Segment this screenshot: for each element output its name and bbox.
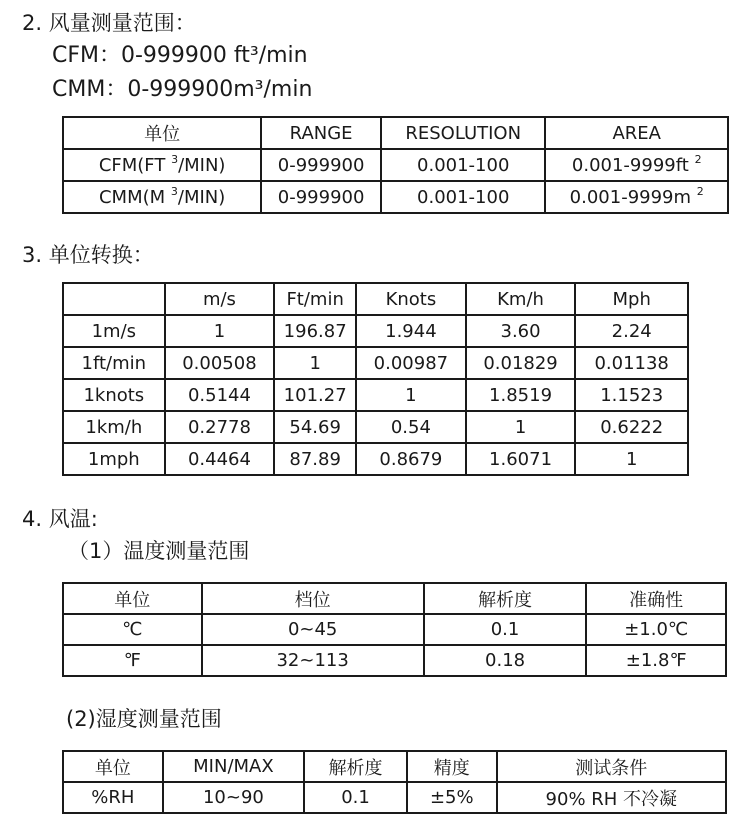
conv-header: Mph <box>575 283 688 315</box>
hum-header-unit: 单位 <box>63 751 163 782</box>
hum-header-conditions: 测试条件 <box>497 751 726 782</box>
conv-cell: 54.69 <box>274 411 356 443</box>
conv-row-label: 1ft/min <box>63 347 165 379</box>
hum-header-precision: 精度 <box>407 751 497 782</box>
conv-cell: 1.6071 <box>466 443 576 475</box>
hum-cell: ±5% <box>407 782 497 813</box>
header-resolution: RESOLUTION <box>381 117 546 149</box>
conv-cell: 1.8519 <box>466 379 576 411</box>
temp-header-resolution: 解析度 <box>424 583 587 614</box>
temp-cell: 32~113 <box>202 645 424 676</box>
temp-cell: ℃ <box>63 614 202 645</box>
cmm-range-line: CMM：0-999900m³/min <box>52 77 313 102</box>
header-range: RANGE <box>261 117 381 149</box>
hum-cell: 10~90 <box>163 782 305 813</box>
section-4-title: 4. 风温: <box>22 507 98 531</box>
conv-cell: 0.00508 <box>165 347 275 379</box>
temp-header-accuracy: 准确性 <box>586 583 726 614</box>
conv-header: m/s <box>165 283 275 315</box>
conv-header-blank <box>63 283 165 315</box>
temp-cell: 0.18 <box>424 645 587 676</box>
humidity-range-subtitle: (2)湿度测量范围 <box>66 707 222 731</box>
temperature-table <box>62 582 727 677</box>
conv-cell: 0.00987 <box>356 347 466 379</box>
conv-cell: 0.01829 <box>466 347 576 379</box>
row-cfm-unit: CFM(FT $^3$/MIN) <box>63 149 261 181</box>
conv-row-label: 1m/s <box>63 315 165 347</box>
temp-cell: 0.1 <box>424 614 587 645</box>
row-cmm-resolution: 0.001-100 <box>381 181 546 213</box>
conv-row-label: 1knots <box>63 379 165 411</box>
conv-cell: 1 <box>575 443 688 475</box>
temp-cell: 0~45 <box>202 614 424 645</box>
temp-header-unit: 单位 <box>63 583 202 614</box>
conv-cell: 101.27 <box>274 379 356 411</box>
conv-cell: 0.4464 <box>165 443 275 475</box>
row-cmm-unit: CMM(M $^3$/MIN) <box>63 181 261 213</box>
temperature-range-subtitle: （1）温度测量范围 <box>68 539 250 563</box>
row-cmm-range: 0-999900 <box>261 181 381 213</box>
section-2-title: 2. 风量测量范围： <box>22 11 196 35</box>
header-area: AREA <box>545 117 728 149</box>
conv-cell: 87.89 <box>274 443 356 475</box>
cfm-range-line: CFM：0-999900 ft³/min <box>52 43 308 68</box>
conv-header: Km/h <box>466 283 576 315</box>
conv-cell: 1 <box>356 379 466 411</box>
unit-conversion-table <box>62 282 689 476</box>
conv-header: Ft/min <box>274 283 356 315</box>
conv-row-label: 1km/h <box>63 411 165 443</box>
row-cfm-resolution: 0.001-100 <box>381 149 546 181</box>
conv-cell: 196.87 <box>274 315 356 347</box>
hum-header-resolution: 解析度 <box>304 751 407 782</box>
temp-cell: ℉ <box>63 645 202 676</box>
hum-cell: 0.1 <box>304 782 407 813</box>
conv-header: Knots <box>356 283 466 315</box>
header-unit: 单位 <box>63 117 261 149</box>
temp-cell: ±1.0℃ <box>586 614 726 645</box>
conv-cell: 1.944 <box>356 315 466 347</box>
conv-cell: 0.54 <box>356 411 466 443</box>
temp-cell: ±1.8℉ <box>586 645 726 676</box>
row-cfm-range: 0-999900 <box>261 149 381 181</box>
conv-cell: 1.1523 <box>575 379 688 411</box>
hum-header-minmax: MIN/MAX <box>163 751 305 782</box>
hum-cell: 90% RH 不冷凝 <box>497 782 726 813</box>
conv-cell: 0.01138 <box>575 347 688 379</box>
conv-cell: 0.6222 <box>575 411 688 443</box>
humidity-table <box>62 750 727 814</box>
temp-header-range: 档位 <box>202 583 424 614</box>
section-3-title: 3. 单位转换： <box>22 243 154 267</box>
conv-row-label: 1mph <box>63 443 165 475</box>
conv-cell: 3.60 <box>466 315 576 347</box>
conv-cell: 0.5144 <box>165 379 275 411</box>
conv-cell: 0.8679 <box>356 443 466 475</box>
conv-cell: 1 <box>466 411 576 443</box>
row-cfm-area: 0.001-9999ft $^2$ <box>545 149 728 181</box>
conv-cell: 2.24 <box>575 315 688 347</box>
conv-cell: 1 <box>274 347 356 379</box>
row-cmm-area: 0.001-9999m $^2$ <box>545 181 728 213</box>
conv-cell: 1 <box>165 315 275 347</box>
conv-cell: 0.2778 <box>165 411 275 443</box>
airflow-range-table <box>62 116 729 214</box>
hum-cell: %RH <box>63 782 163 813</box>
